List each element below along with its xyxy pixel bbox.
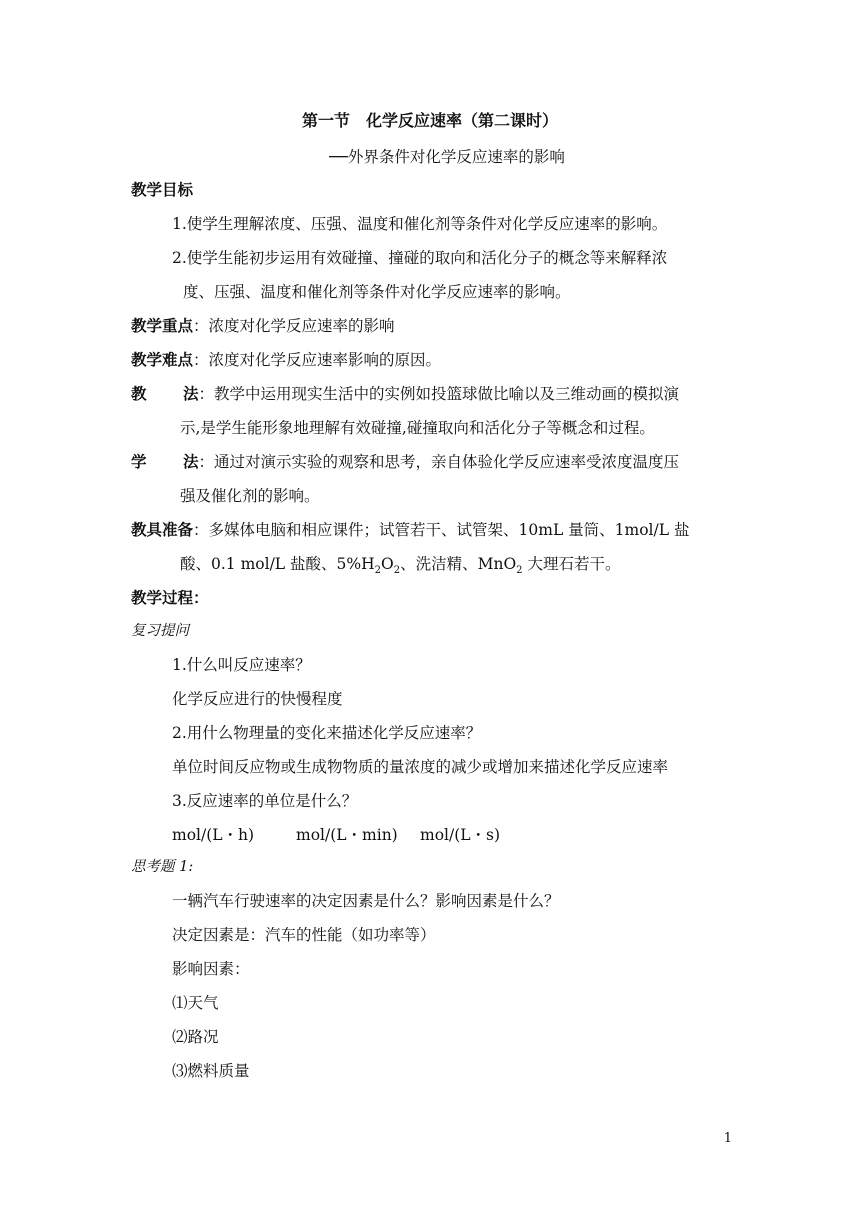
unit-per-minute: mol/(L・min) [296,826,398,844]
teaching-method-text-1: ：教学中运用现实生活中的实例如投篮球做比喻以及三维动画的模拟演 [198,385,680,403]
review-question-2: 2.用什么物理量的变化来描述化学反应速率？ [172,724,482,742]
page-title: 第一节 化学反应速率（第二课时） [301,111,558,130]
think-1-factor-2: ⑵路况 [172,1028,219,1046]
think-1-factor-1: ⑴天气 [172,994,219,1012]
subscript: 2 [393,565,401,577]
key-point-label: 教学重点 [131,316,194,335]
materials-text-2d: 大理石若干。 [522,555,621,573]
materials-text-1: ：多媒体电脑和相应课件；试管若干、试管架、10mL 量筒、1mol/L 盐 [193,521,690,539]
review-question-3: 3.反应速率的单位是什么？ [172,792,358,810]
materials-text-2a: 酸、0.1 mol/L 盐酸、5%H [180,555,375,573]
objective-item-2-line-1: 2.使学生能初步运用有效碰撞、撞碰的取向和活化分子的概念等来解释浓 [172,249,668,267]
difficulty-label: 教学难点 [131,350,194,369]
page-subtitle: ──外界条件对化学反应速率的影响 [329,148,565,166]
subscript: 2 [516,565,523,577]
think-1-heading: 思考题 1: [131,859,194,875]
page-number: 1 [723,1131,732,1146]
subscript: 2 [374,565,381,577]
teaching-method-line-2: 示,是学生能形象地理解有效碰撞,碰撞取向和活化分子等概念和过程。 [180,419,655,437]
unit-per-second: mol/(L・s) [420,826,501,844]
materials-line-2 [180,554,621,577]
materials-label: 教具准备 [131,520,194,539]
learning-method-text-1: ：通过对演示实验的观察和思考，亲自体验化学反应速率受浓度温度压 [198,453,680,471]
learning-method-line-1 [131,452,679,472]
review-answer-2: 单位时间反应物或生成物物质的量浓度的减少或增加来描述化学反应速率 [172,758,669,776]
think-1-question: 一辆汽车行驶速率的决定因素是什么？影响因素是什么？ [172,892,560,910]
teaching-method-char-1: 教 [131,384,147,403]
think-1-factor-3: ⑶燃料质量 [172,1062,250,1080]
objectives-heading: 教学目标 [131,180,194,199]
think-1-influence-heading: 影响因素： [172,960,250,978]
learning-method-line-2: 强及催化剂的影响。 [180,487,320,505]
key-point [131,316,395,336]
materials-text-2c: 、洗洁精、MnO [400,555,517,573]
objective-item-2-line-2: 度、压强、温度和催化剂等条件对化学反应速率的影响。 [183,283,571,301]
teaching-method-char-2: 法 [183,384,199,403]
unit-per-hour: mol/(L・h) [172,826,255,844]
difficulty [131,350,441,370]
learning-method-char-1: 学 [131,452,147,471]
think-1-decisive-factor: 决定因素是：汽车的性能（如功率等） [172,926,436,944]
difficulty-text: ：浓度对化学反应速率影响的原因。 [193,351,442,369]
materials-text-2b: O [381,555,394,573]
teaching-method-line-1 [131,384,679,404]
process-heading: 教学过程： [131,588,209,607]
review-units [172,825,500,845]
review-heading: 复习提问 [131,623,189,639]
objective-item-1: 1.使学生理解浓度、压强、温度和催化剂等条件对化学反应速率的影响。 [172,215,668,233]
materials-line-1 [131,520,689,540]
review-question-1: 1.什么叫反应速率？ [172,656,311,674]
learning-method-char-2: 法 [183,452,199,471]
key-point-text: ：浓度对化学反应速率的影响 [193,317,395,335]
review-answer-1: 化学反应进行的快慢程度 [172,690,343,708]
